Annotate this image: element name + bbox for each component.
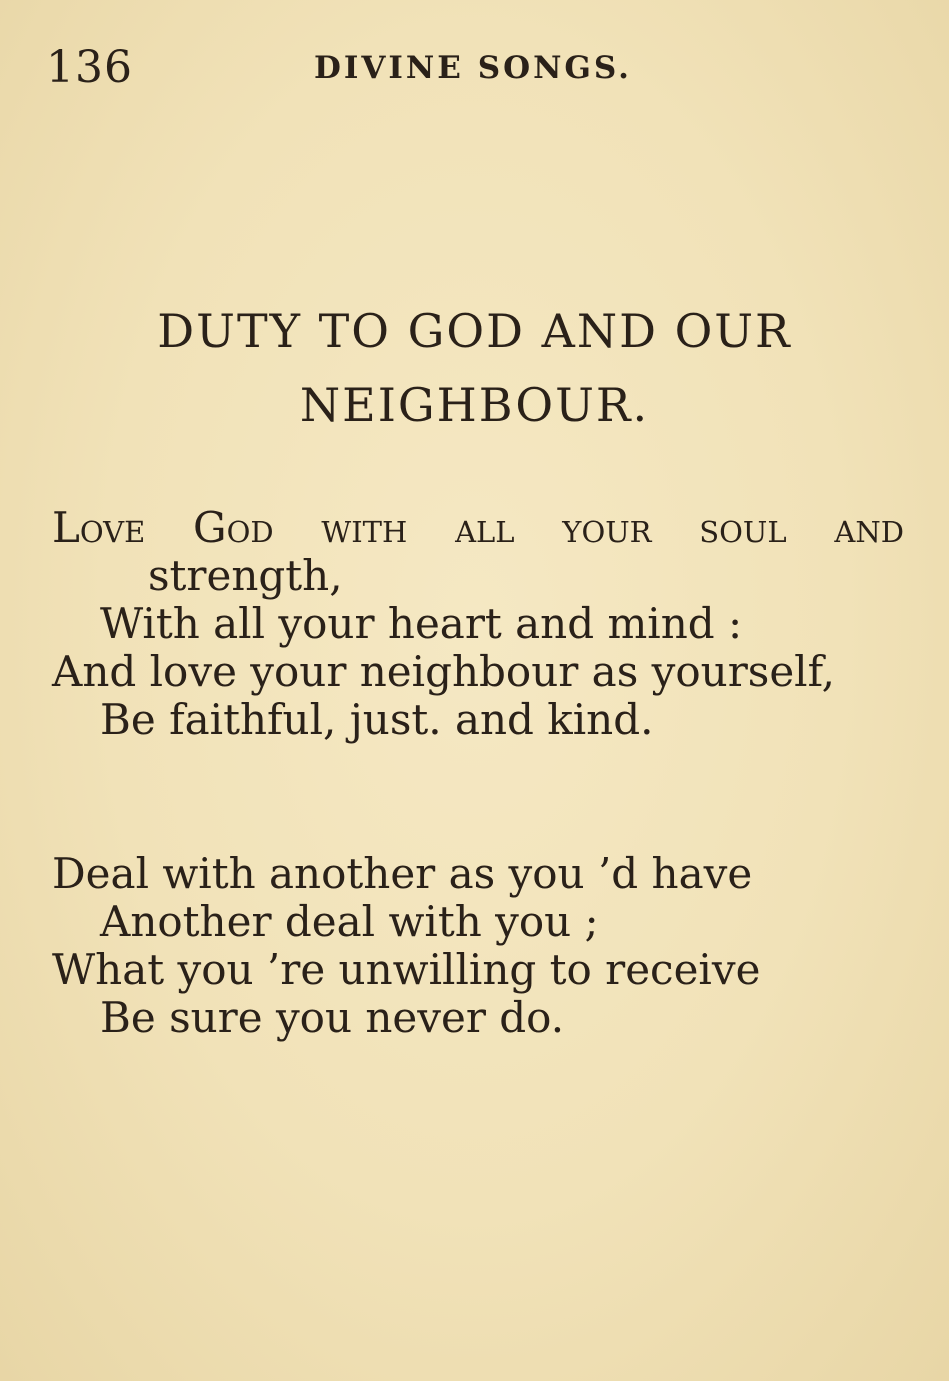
show-through-shadow (30, 1180, 910, 1181)
verse-line: Another deal with you ; (100, 897, 599, 946)
section-title-line-1: DUTY TO GOD AND OUR (157, 304, 792, 358)
verse-line: strength, (148, 551, 343, 600)
show-through-shadow (30, 220, 910, 221)
verse-line: What you ’re unwilling to receive (52, 945, 761, 994)
verse-line: Deal with another as you ’d have (52, 849, 753, 898)
section-title-line-2: NEIGHBOUR. (299, 378, 650, 432)
running-head (0, 42, 949, 102)
stanza-1 (52, 504, 912, 744)
running-title: DIVINE SONGS. (314, 50, 632, 86)
stanza-2 (52, 850, 912, 1042)
verse-line: With all your heart and mind : (100, 599, 743, 648)
verse-line: Love God with all your soul and (52, 503, 904, 552)
verse-line: And love your neighbour as yourself, (52, 647, 836, 696)
show-through-shadow (30, 360, 910, 361)
verse-line: Be faithful, just. and kind. (100, 695, 654, 744)
verse-line: Be sure you never do. (100, 993, 565, 1042)
page-number: 136 (46, 42, 133, 93)
